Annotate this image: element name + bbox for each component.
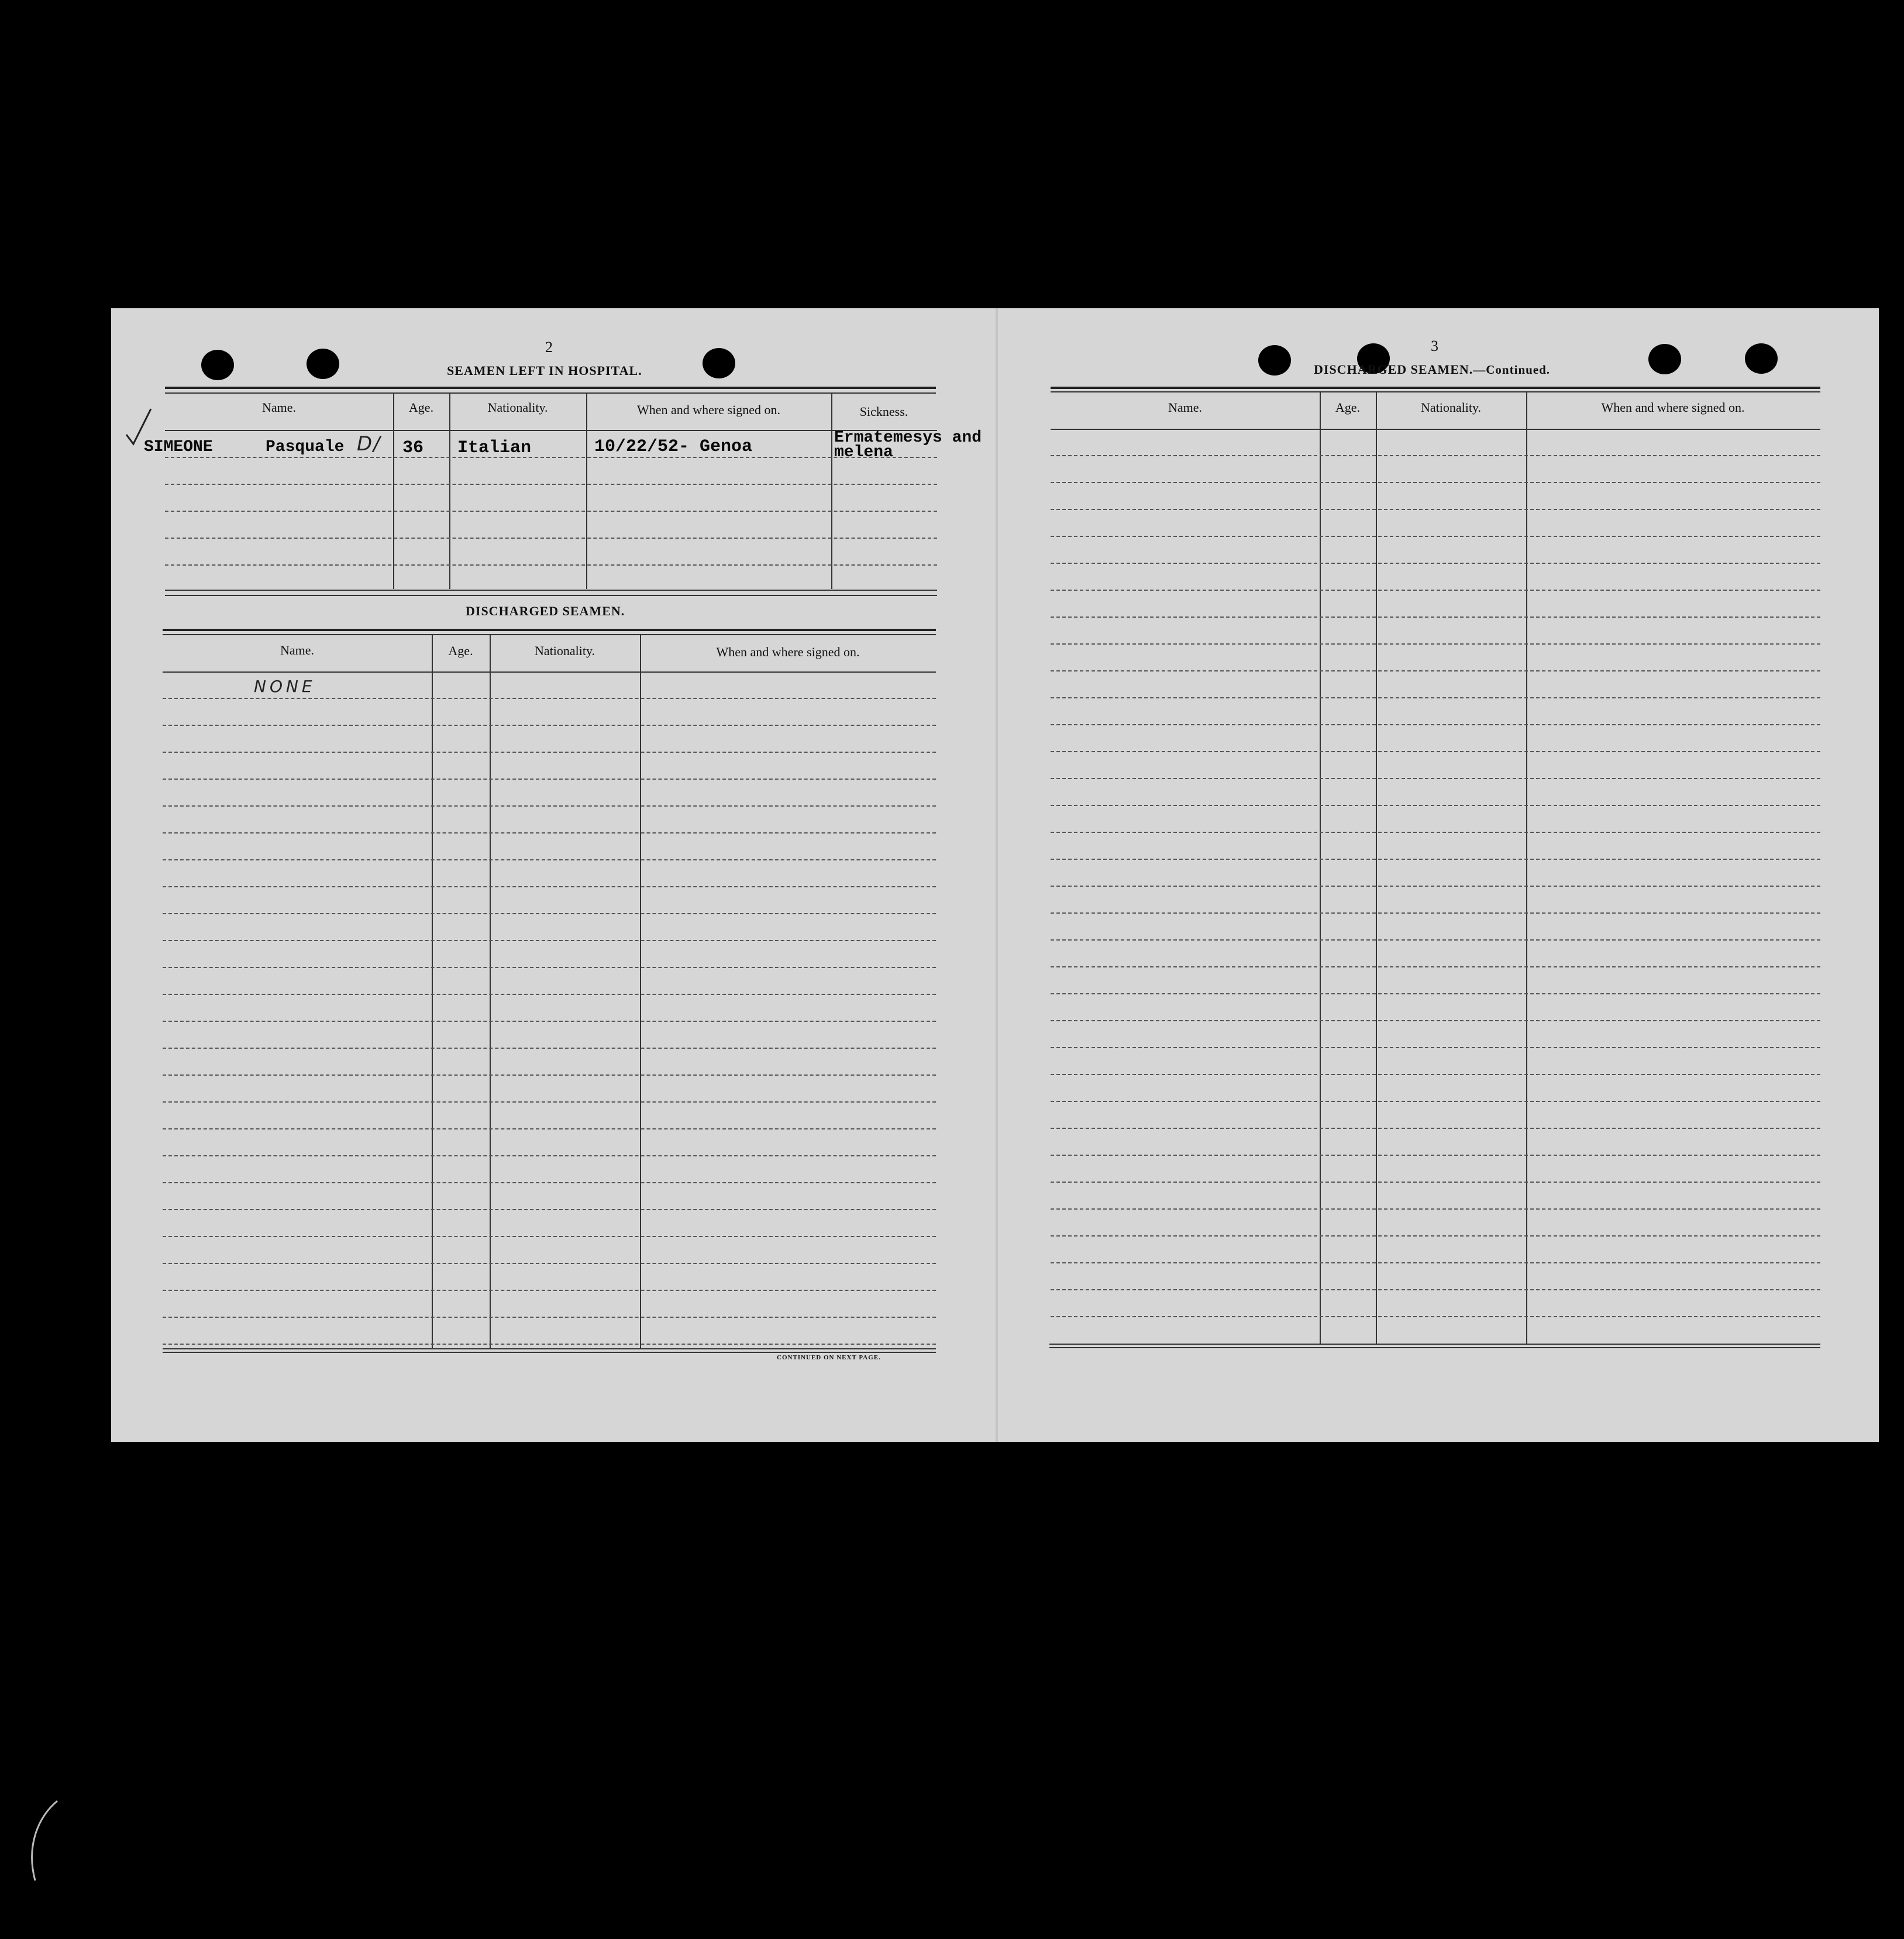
ruled-line — [1051, 724, 1820, 725]
seaman-sickness-line1: Ermatemesys and — [834, 429, 982, 447]
column-header-signed-on: When and where signed on. — [637, 402, 780, 417]
right-title-suffix: —Continued. — [1473, 363, 1551, 377]
column-header-sickness: Sickness. — [859, 404, 908, 419]
column-header-signed-on: When and where signed on. — [716, 645, 860, 659]
ruled-line — [1051, 1235, 1820, 1237]
ruled-line — [1051, 912, 1820, 914]
ruled-line — [163, 859, 936, 860]
seaman-signed-on: 10/22/52- Genoa — [594, 437, 753, 457]
ruled-line — [1051, 509, 1820, 510]
ruled-line — [165, 511, 937, 512]
table-rule — [163, 634, 936, 635]
manifest-sheet — [111, 308, 1879, 1442]
ruled-line — [163, 832, 936, 834]
seaman-surname: SIMEONE — [144, 438, 213, 456]
ruled-line — [1051, 536, 1820, 537]
ruled-line — [163, 805, 936, 807]
right-section-title — [1314, 362, 1550, 377]
ruled-line — [1051, 778, 1820, 779]
table-rule — [1049, 1347, 1820, 1348]
column-divider — [1526, 391, 1527, 1344]
table-rule — [163, 1352, 936, 1353]
ruled-line — [163, 1021, 936, 1022]
column-header-nationality: Nationality. — [1420, 400, 1482, 415]
table-rule — [163, 671, 936, 673]
table-rule — [163, 1348, 936, 1349]
column-divider — [831, 392, 832, 589]
ruled-line — [163, 698, 936, 699]
ruled-line — [1051, 805, 1820, 806]
table-rule — [165, 392, 936, 394]
punch-hole — [1258, 345, 1291, 376]
ruled-line — [163, 940, 936, 941]
ruled-line — [1051, 1020, 1820, 1021]
hospital-section-title: SEAMEN LEFT IN HOSPITAL. — [447, 363, 642, 378]
column-divider — [1376, 391, 1377, 1344]
ruled-line — [165, 538, 937, 539]
column-header-nationality: Nationality. — [534, 643, 595, 658]
ruled-line — [163, 994, 936, 995]
ruled-line — [1051, 886, 1820, 887]
ruled-line — [1051, 1262, 1820, 1263]
ruled-line — [163, 886, 936, 887]
ruled-line — [165, 457, 937, 458]
ruled-line — [1051, 1316, 1820, 1317]
ruled-line — [1051, 939, 1820, 941]
column-divider — [490, 634, 491, 1348]
ruled-line — [1051, 966, 1820, 967]
ruled-line — [1051, 1155, 1820, 1156]
ruled-line — [1051, 482, 1820, 483]
none-entry: NONE — [254, 677, 316, 696]
ruled-line — [163, 779, 936, 780]
ruled-line — [163, 1128, 936, 1129]
ruled-line — [1051, 670, 1820, 671]
column-header-name: Name. — [261, 400, 297, 415]
ruled-line — [163, 1344, 936, 1345]
discharge-annotation: D/ — [357, 432, 381, 456]
column-header-signed-on: When and where signed on. — [1601, 400, 1745, 415]
ruled-line — [165, 484, 937, 485]
right-title-main: DISCHARGED SEAMEN. — [1314, 362, 1473, 377]
column-header-age: Age. — [448, 643, 473, 658]
ruled-line — [163, 1236, 936, 1237]
ruled-line — [1051, 1074, 1820, 1075]
ruled-line — [1051, 1208, 1820, 1210]
column-divider — [432, 634, 433, 1348]
ruled-line — [163, 752, 936, 753]
stray-mark — [21, 1799, 62, 1886]
punch-hole — [307, 349, 339, 379]
ruled-line — [1051, 1128, 1820, 1129]
ruled-line — [163, 1209, 936, 1210]
discharged-section-title: DISCHARGED SEAMEN. — [466, 604, 625, 618]
column-divider — [586, 392, 587, 589]
ruled-line — [1051, 859, 1820, 860]
ruled-line — [163, 1263, 936, 1264]
ruled-line — [1051, 1101, 1820, 1102]
ruled-line — [163, 913, 936, 914]
ruled-line — [1051, 832, 1820, 833]
column-divider — [640, 634, 641, 1348]
seaman-age: 36 — [402, 438, 424, 458]
ruled-line — [1051, 563, 1820, 564]
table-rule — [165, 590, 937, 591]
table-rule — [1049, 1344, 1820, 1345]
ruled-line — [163, 1155, 936, 1156]
column-divider — [393, 392, 394, 589]
column-header-age: Age. — [408, 400, 434, 415]
table-rule — [165, 430, 937, 431]
ruled-line — [1051, 697, 1820, 698]
left-page-number: 2 — [545, 339, 553, 356]
continued-note: CONTINUED ON NEXT PAGE. — [777, 1354, 881, 1361]
ruled-line — [1051, 1047, 1820, 1048]
ruled-line — [163, 1290, 936, 1291]
page-fold — [996, 308, 998, 1442]
column-header-name: Name. — [1168, 400, 1203, 415]
ruled-line — [1051, 1182, 1820, 1183]
column-header-nationality: Nationality. — [487, 400, 548, 415]
punch-hole — [1648, 344, 1681, 374]
ruled-line — [163, 1182, 936, 1183]
right-page-number: 3 — [1431, 337, 1438, 354]
ruled-line — [165, 564, 937, 566]
ruled-line — [163, 1101, 936, 1103]
table-rule — [165, 387, 936, 389]
punch-hole — [703, 348, 735, 378]
seaman-sickness-line2: melena — [834, 443, 893, 461]
seaman-given-name: Pasquale — [266, 438, 345, 456]
ruled-line — [1051, 590, 1820, 591]
ruled-line — [1051, 455, 1820, 456]
table-rule — [1051, 429, 1820, 430]
ruled-line — [163, 1074, 936, 1076]
ruled-line — [1051, 1289, 1820, 1290]
ruled-line — [163, 1317, 936, 1318]
ruled-line — [1051, 643, 1820, 645]
table-rule — [1051, 387, 1820, 389]
punch-hole — [1745, 343, 1778, 374]
column-divider — [1320, 391, 1321, 1344]
ruled-line — [163, 1048, 936, 1049]
ruled-line — [163, 967, 936, 968]
seaman-nationality: Italian — [457, 438, 532, 458]
column-header-age: Age. — [1335, 400, 1361, 415]
ruled-line — [1051, 617, 1820, 618]
table-rule — [163, 629, 936, 631]
punch-hole — [201, 350, 234, 380]
ruled-line — [163, 725, 936, 726]
column-header-name: Name. — [280, 643, 315, 657]
ruled-line — [1051, 993, 1820, 994]
table-rule — [165, 595, 937, 596]
table-rule — [1051, 391, 1820, 392]
ruled-line — [1051, 751, 1820, 752]
column-divider — [449, 392, 450, 589]
